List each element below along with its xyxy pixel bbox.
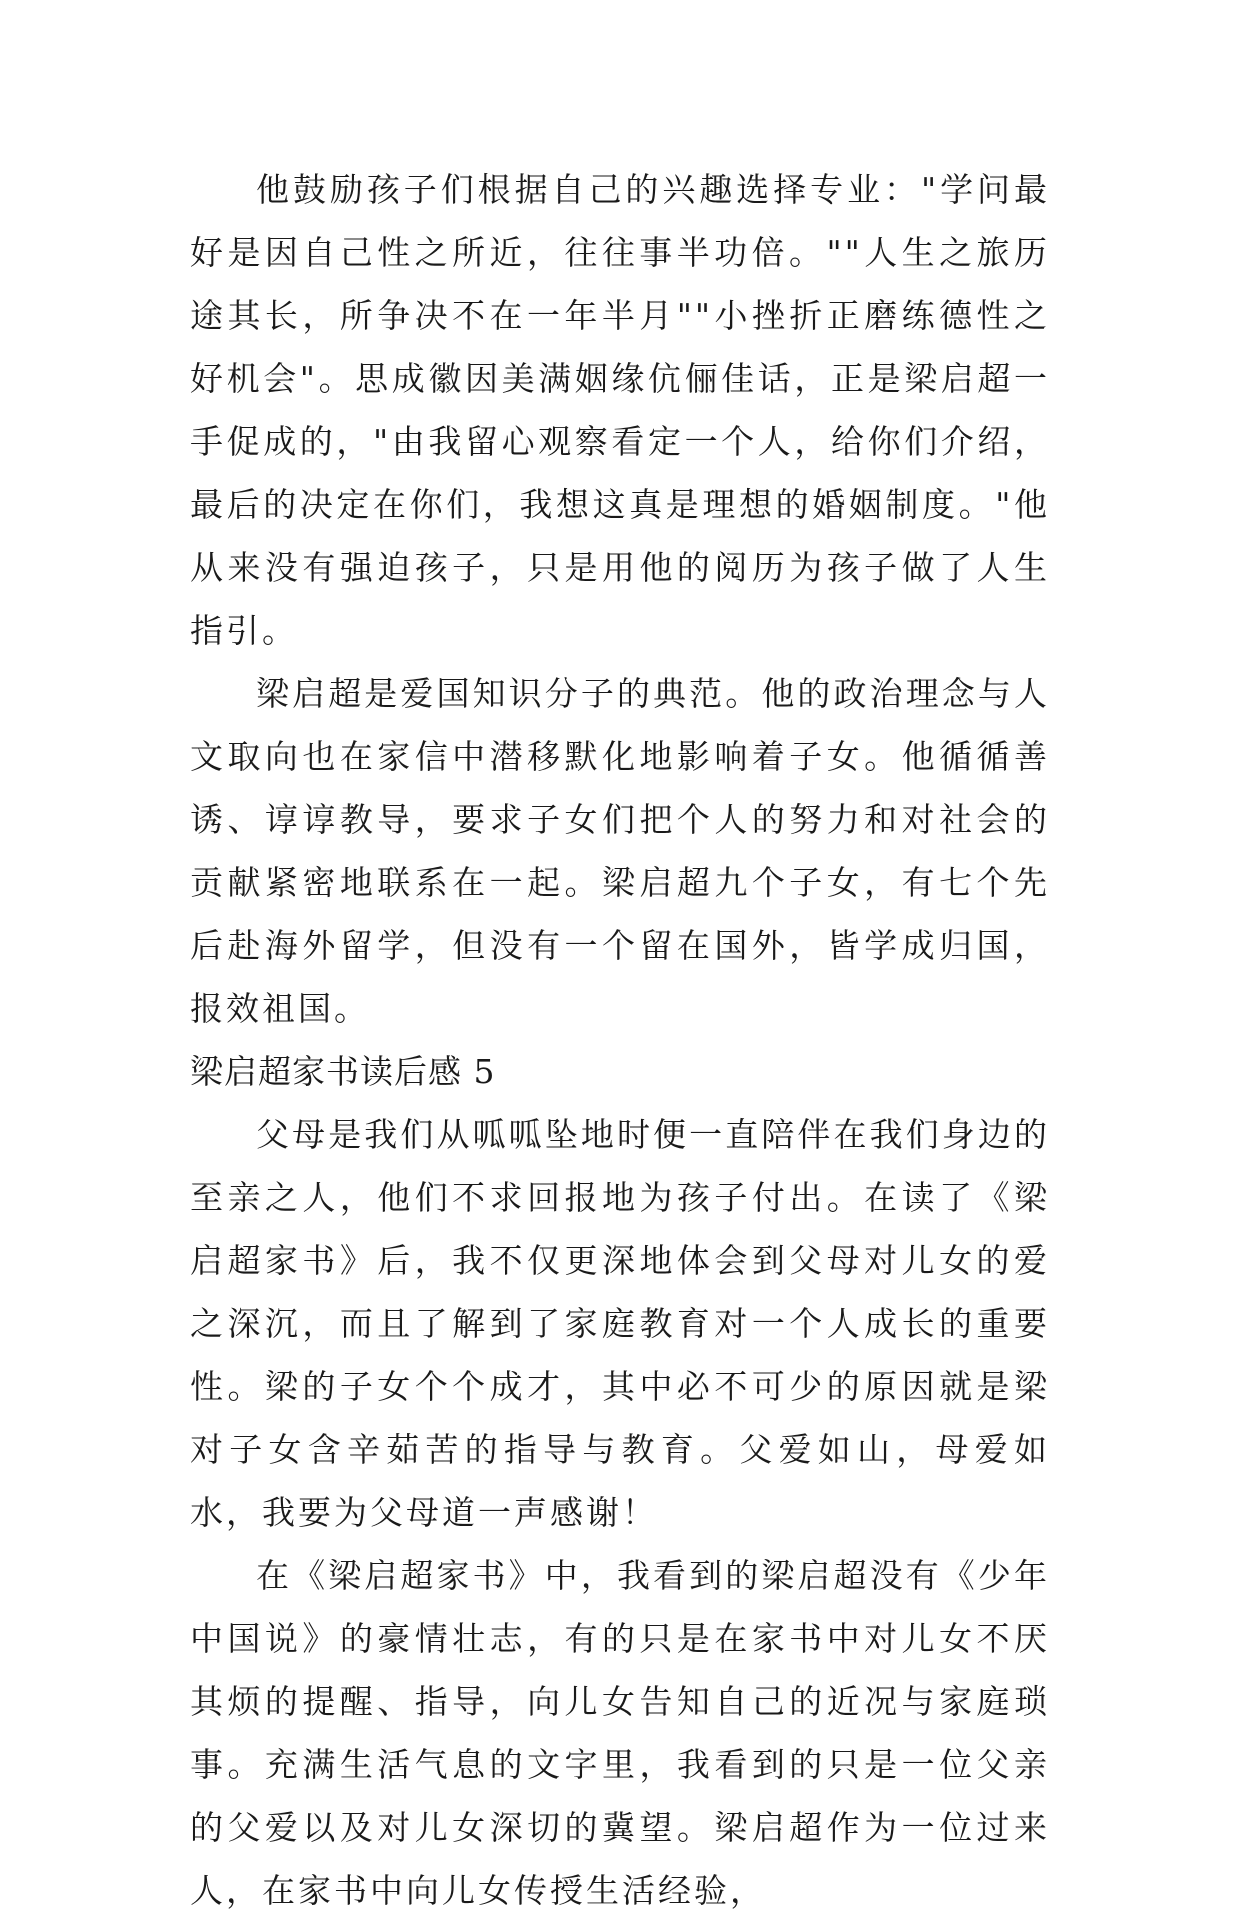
paragraph-career-advice: 他鼓励孩子们根据自己的兴趣选择专业："学问最好是因自己性之所近，往往事半功倍。""人生之旅历途其长，所争决不在一年半月""小挫折正磨练德性之好机会"。思成徽因美满姻缘伉俪佳话，正是梁启超一手促成的，"由我留心观察看定一个人，给你们介绍，最后的决定在你们，我想这真是理想的婚姻制度。"他从来没有强迫孩子，只是用他的阅历为孩子做了人生指引。 bbox=[190, 170, 1050, 650]
paragraph-patriotism: 梁启超是爱国知识分子的典范。他的政治理念与人文取向也在家信中潜移默化地影响着子女。他循循善诱、谆谆教导，要求子女们把个人的努力和对社会的贡献紧密地联系在一起。梁启超九个子女，有七个先后赴海外留学，但没有一个留在国外，皆学成归国，报效祖国。 bbox=[190, 674, 1050, 1028]
document-body bbox=[190, 158, 1050, 1922]
section-heading: 梁启超家书读后感 5 bbox=[190, 1052, 496, 1091]
paragraph-parents-love: 父母是我们从呱呱坠地时便一直陪伴在我们身边的至亲之人，他们不求回报地为孩子付出。在读了《梁启超家书》后，我不仅更深地体会到父母对儿女的爱之深沉，而且了解到了家庭教育对一个人成长的重要性。梁的子女个个成才，其中必不可少的原因就是梁对子女含辛茹苦的指导与教育。父爱如山，母爱如水，我要为父母道一声感谢！ bbox=[190, 1115, 1050, 1532]
paragraph-family-letters: 在《梁启超家书》中，我看到的梁启超没有《少年中国说》的豪情壮志，有的只是在家书中对儿女不厌其烦的提醒、指导，向儿女告知自己的近况与家庭琐事。充满生活气息的文字里，我看到的只是一位父亲的父爱以及对儿女深切的冀望。梁启超作为一位过来人，在家书中向儿女传授生活经验， bbox=[190, 1556, 1050, 1910]
